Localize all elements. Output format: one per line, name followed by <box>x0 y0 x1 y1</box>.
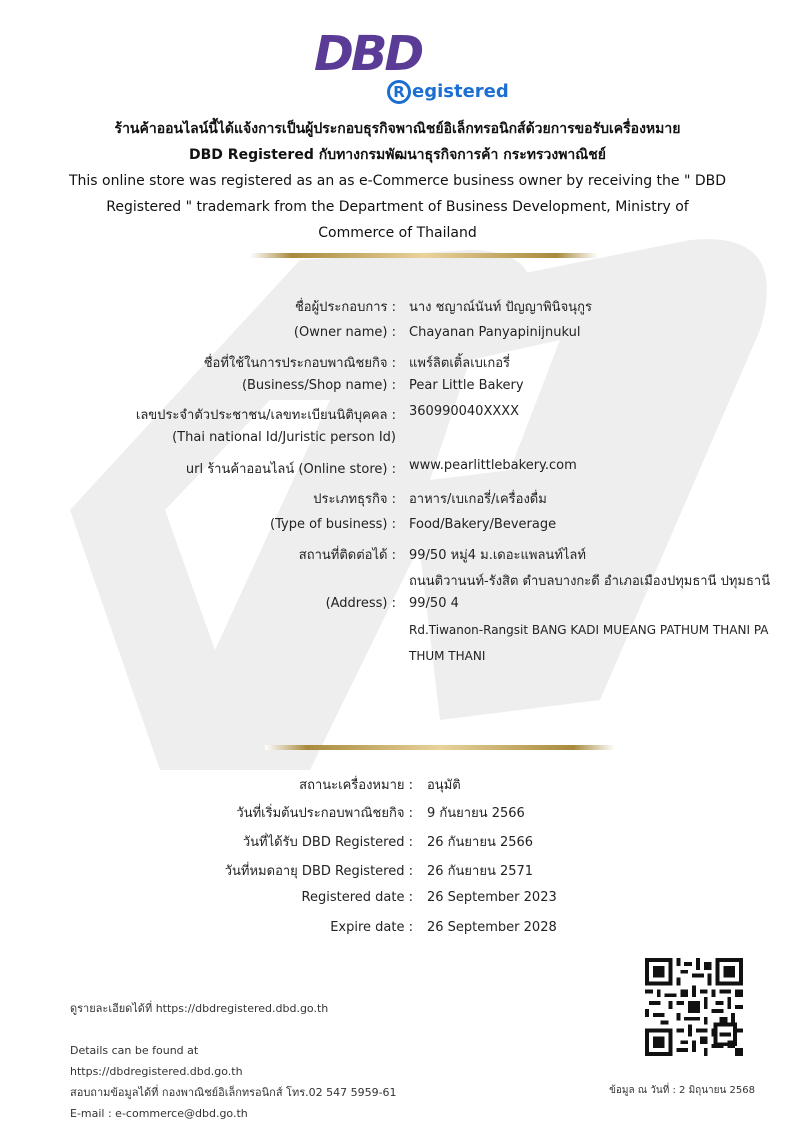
footer-spacer <box>70 1019 490 1040</box>
footer-th-details-link[interactable]: ดูรายละเอียดได้ที่ https://dbdregistered.dbd.go.th <box>70 1002 329 1015</box>
type-value-th: อาหาร/เบเกอรี่/เครื่องดื่ม <box>409 492 547 507</box>
owner-value-th: นาง ชญาณ์นันท์ ปัญญาพินิจนุกูร <box>409 300 592 315</box>
id-value: 360990040XXXX <box>409 404 520 419</box>
address-value-th-1: 99/50 หมู่4 ม.เดอะแพลนท์ไลท์ <box>409 548 586 563</box>
status-value: อนุมัติ <box>427 778 461 793</box>
expire-date-label: Expire date : <box>330 920 413 935</box>
online-store-url[interactable]: www.pearlittlebakery.com <box>409 458 577 473</box>
address-value-en-2: Rd.Tiwanon-Rangsit BANG KADI MUEANG PATHUM THANI PA <box>409 623 769 637</box>
received-date-value: 26 กันยายน 2566 <box>427 835 534 850</box>
footer-en-details-link[interactable]: https://dbdregistered.dbd.go.th <box>70 1065 243 1078</box>
shop-label-en: (Business/Shop name) : <box>241 378 396 393</box>
shop-value-th: แพร์ลิตเติ้ลเบเกอรี่ <box>409 356 510 371</box>
url-label: url ร้านค้าออนไลน์ (Online store) : <box>185 462 396 477</box>
type-value-en: Food/Bakery/Beverage <box>409 517 557 532</box>
dbd-logo-text: DBD <box>314 26 422 82</box>
expire-date-th-label: วันที่หมดอายุ DBD Registered : <box>224 864 413 879</box>
gold-divider-top <box>250 253 598 258</box>
heading-en-line-1: This online store was registered as an as e-Commerce business owner by receiving the " DBD <box>68 173 727 189</box>
address-value-th-2: ถนนติวานนท์-รังสิต ตำบลบางกะดี อำเภอเมืองปทุมธานี ปทุมธานี <box>409 574 771 589</box>
type-label-en: (Type of business) : <box>270 517 396 532</box>
start-date-label: วันที่เริ่มต้นประกอบพาณิชยกิจ : <box>236 806 413 821</box>
qr-code[interactable] <box>645 958 743 1056</box>
heading-en-line-3: Commerce of Thailand <box>318 225 477 241</box>
owner-label-th: ชื่อผู้ประกอบการ : <box>294 300 396 315</box>
registered-date-value: 26 September 2023 <box>427 890 557 905</box>
shop-value-en: Pear Little Bakery <box>409 378 524 393</box>
registered-r-icon: R <box>387 80 411 104</box>
address-value-en-1: 99/50 4 <box>409 596 459 611</box>
id-label-en: (Thai national Id/Juristic person Id) <box>172 430 396 445</box>
footer-en-details: Details can be found at <box>70 1044 199 1057</box>
address-label-en: (Address) : <box>325 596 396 611</box>
address-label-th: สถานที่ติดต่อได้ : <box>298 548 396 563</box>
address-value-en-3: THUM THANI <box>409 649 486 663</box>
data-as-of-date: ข้อมูล ณ วันที่ : 2 มิถุนายน 2568 <box>609 1085 755 1096</box>
heading-th-line-1: ร้านค้าออนไลน์นี้ได้แจ้งการเป็นผู้ประกอบธุรกิจพาณิชย์อิเล็กทรอนิกส์ด้วยการขอรับเครื่องหมาย <box>114 121 681 137</box>
expire-date-th-value: 26 กันยายน 2571 <box>427 864 534 879</box>
id-label-th: เลขประจำตัวประชาชน/เลขทะเบียนนิติบุคคล : <box>135 408 396 423</box>
footer-contact-phone: สอบถามข้อมูลได้ที่ กองพาณิชย์อิเล็กทรอนิกส์ โทร.02 547 5959-61 <box>70 1086 397 1099</box>
owner-label-en: (Owner name) : <box>293 325 396 340</box>
heading-en-line-2: Registered " trademark from the Department of Business Development, Ministry of <box>106 199 689 215</box>
start-date-value: 9 กันยายน 2566 <box>427 806 525 821</box>
expire-date-value: 26 September 2028 <box>427 920 557 935</box>
registered-logo-text: egistered <box>412 81 509 102</box>
certificate-heading <box>60 116 735 246</box>
type-label-th: ประเภทธุรกิจ : <box>313 492 396 507</box>
shop-label-th: ชื่อที่ใช้ในการประกอบพาณิชยกิจ : <box>203 356 396 371</box>
owner-value-en: Chayanan Panyapinijnukul <box>409 325 581 340</box>
status-label: สถานะเครื่องหมาย : <box>299 778 413 793</box>
dbd-registered-logo <box>300 28 530 112</box>
heading-th-line-2: DBD Registered กับทางกรมพัฒนาธุรกิจการค้า กระทรวงพาณิชย์ <box>189 147 606 163</box>
received-date-label: วันที่ได้รับ DBD Registered : <box>242 835 413 850</box>
registered-date-label: Registered date : <box>301 890 413 905</box>
footer-contact <box>70 998 490 1124</box>
footer-email[interactable]: E-mail : e-commerce@dbd.go.th <box>70 1107 248 1120</box>
gold-divider-bottom <box>265 745 615 750</box>
